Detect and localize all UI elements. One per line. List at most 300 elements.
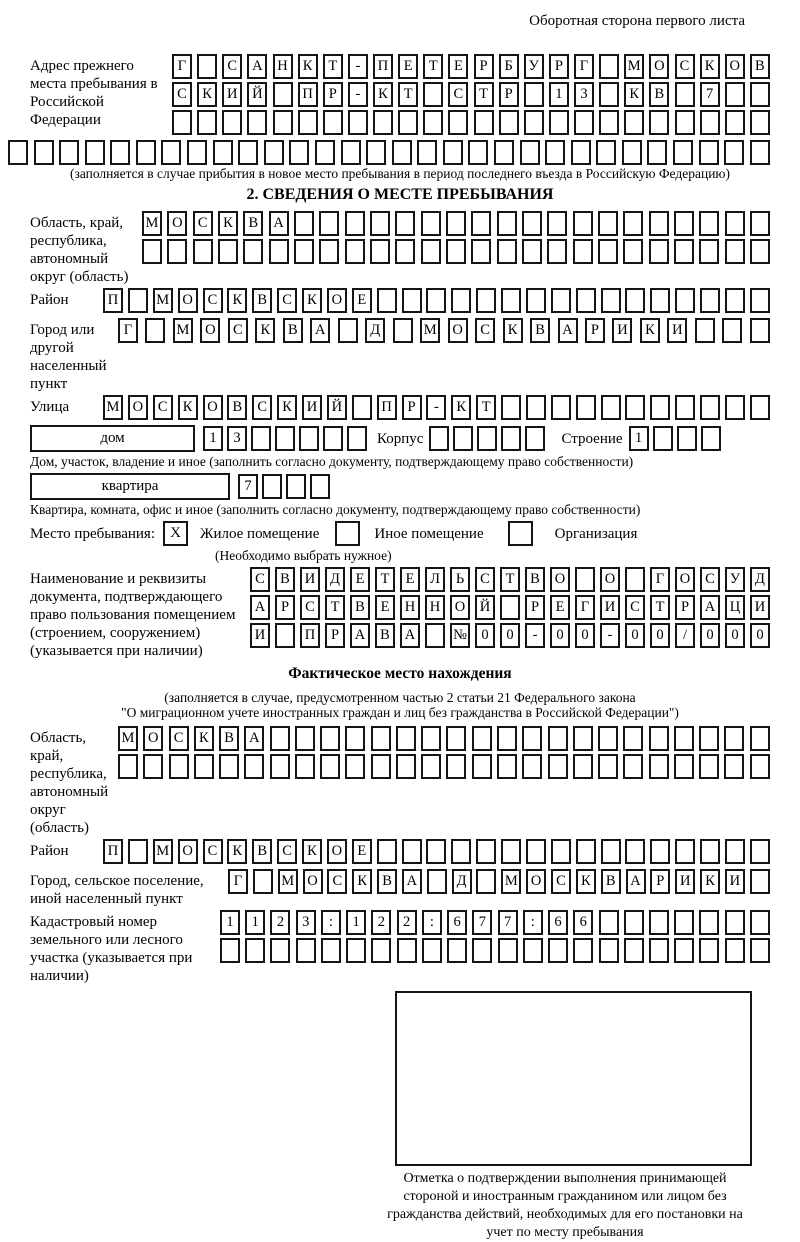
char-box[interactable] [725, 395, 745, 420]
char-box[interactable]: П [377, 395, 397, 420]
char-box[interactable]: - [426, 395, 446, 420]
char-box[interactable]: Т [398, 82, 418, 107]
char-box[interactable] [624, 110, 644, 135]
char-box[interactable]: К [194, 726, 214, 751]
checkbox-inoe-pomeshchenie[interactable] [335, 521, 360, 546]
char-box[interactable] [750, 910, 770, 935]
char-box[interactable] [623, 211, 643, 236]
char-box[interactable]: С [250, 567, 270, 592]
char-box[interactable] [471, 239, 491, 264]
char-box[interactable]: 2 [397, 910, 417, 935]
char-box[interactable] [451, 839, 471, 864]
char-box[interactable]: Т [474, 82, 494, 107]
char-box[interactable] [574, 110, 594, 135]
char-box[interactable] [675, 395, 695, 420]
char-box[interactable]: О [178, 288, 198, 313]
char-box[interactable]: Е [398, 54, 418, 79]
char-box[interactable]: Т [323, 54, 343, 79]
char-box[interactable]: К [255, 318, 275, 343]
char-box[interactable] [298, 110, 318, 135]
char-box[interactable] [220, 938, 240, 963]
char-box[interactable]: Г [650, 567, 670, 592]
char-box[interactable]: П [103, 288, 123, 313]
char-box[interactable]: Г [575, 595, 595, 620]
char-box[interactable] [315, 140, 335, 165]
char-box[interactable]: А [558, 318, 578, 343]
char-box[interactable] [649, 754, 669, 779]
char-box[interactable] [551, 288, 571, 313]
char-box[interactable] [551, 395, 571, 420]
char-box[interactable] [598, 211, 618, 236]
char-box[interactable]: 0 [650, 623, 670, 648]
char-box[interactable] [650, 395, 670, 420]
char-box[interactable] [522, 754, 542, 779]
char-box[interactable]: 1 [346, 910, 366, 935]
char-box[interactable] [294, 239, 314, 264]
char-box[interactable] [725, 910, 745, 935]
char-box[interactable] [725, 211, 745, 236]
char-box[interactable]: М [103, 395, 123, 420]
char-box[interactable]: С [327, 869, 347, 894]
char-box[interactable] [448, 110, 468, 135]
char-box[interactable] [522, 726, 542, 751]
char-box[interactable]: Р [474, 54, 494, 79]
char-box[interactable] [299, 426, 319, 451]
char-box[interactable] [598, 239, 618, 264]
char-box[interactable] [295, 754, 315, 779]
char-box[interactable]: И [675, 869, 695, 894]
char-box[interactable]: Р [323, 82, 343, 107]
char-box[interactable] [370, 239, 390, 264]
char-box[interactable]: О [550, 567, 570, 592]
char-box[interactable] [345, 726, 365, 751]
char-box[interactable]: В [525, 567, 545, 592]
char-box[interactable] [520, 140, 540, 165]
char-box[interactable] [599, 910, 619, 935]
char-box[interactable]: : [321, 910, 341, 935]
char-box[interactable] [526, 839, 546, 864]
char-box[interactable] [750, 754, 770, 779]
char-box[interactable]: М [118, 726, 138, 751]
char-box[interactable]: - [525, 623, 545, 648]
char-box[interactable] [421, 726, 441, 751]
char-box[interactable]: А [402, 869, 422, 894]
char-box[interactable] [649, 938, 669, 963]
char-box[interactable] [725, 288, 745, 313]
char-box[interactable] [320, 726, 340, 751]
char-box[interactable]: К [227, 839, 247, 864]
char-box[interactable] [599, 54, 619, 79]
char-box[interactable]: Р [525, 595, 545, 620]
char-box[interactable]: 3 [227, 426, 247, 451]
char-box[interactable]: Ь [450, 567, 470, 592]
char-box[interactable] [573, 938, 593, 963]
char-box[interactable]: Р [499, 82, 519, 107]
char-box[interactable] [598, 754, 618, 779]
char-box[interactable] [471, 211, 491, 236]
char-box[interactable] [724, 726, 744, 751]
char-box[interactable]: Р [549, 54, 569, 79]
char-box[interactable] [573, 211, 593, 236]
char-box[interactable] [623, 754, 643, 779]
char-box[interactable]: 0 [700, 623, 720, 648]
char-box[interactable] [674, 754, 694, 779]
char-box[interactable] [421, 239, 441, 264]
char-box[interactable]: М [501, 869, 521, 894]
char-box[interactable]: И [300, 567, 320, 592]
char-box[interactable] [700, 395, 720, 420]
char-box[interactable] [699, 239, 719, 264]
char-box[interactable]: К [218, 211, 238, 236]
char-box[interactable]: В [275, 567, 295, 592]
char-box[interactable]: С [172, 82, 192, 107]
char-box[interactable] [423, 110, 443, 135]
char-box[interactable] [422, 938, 442, 963]
char-box[interactable] [750, 211, 770, 236]
char-box[interactable] [750, 395, 770, 420]
char-box[interactable] [366, 140, 386, 165]
char-box[interactable]: 0 [500, 623, 520, 648]
char-box[interactable]: С [277, 839, 297, 864]
char-box[interactable]: 6 [447, 910, 467, 935]
char-box[interactable] [417, 140, 437, 165]
char-box[interactable] [294, 211, 314, 236]
char-box[interactable]: А [250, 595, 270, 620]
char-box[interactable] [345, 211, 365, 236]
char-box[interactable] [623, 726, 643, 751]
char-box[interactable] [650, 839, 670, 864]
char-box[interactable]: И [250, 623, 270, 648]
char-box[interactable] [219, 754, 239, 779]
char-box[interactable]: 0 [725, 623, 745, 648]
char-box[interactable] [750, 288, 770, 313]
char-box[interactable]: С [675, 54, 695, 79]
char-box[interactable]: О [327, 288, 347, 313]
char-box[interactable] [197, 110, 217, 135]
char-box[interactable] [423, 82, 443, 107]
char-box[interactable] [396, 726, 416, 751]
char-box[interactable] [320, 754, 340, 779]
char-box[interactable]: 6 [548, 910, 568, 935]
char-box[interactable] [699, 140, 719, 165]
char-box[interactable] [625, 288, 645, 313]
char-box[interactable]: А [244, 726, 264, 751]
char-box[interactable] [270, 938, 290, 963]
char-box[interactable]: 7 [498, 910, 518, 935]
char-box[interactable]: И [612, 318, 632, 343]
char-box[interactable] [446, 726, 466, 751]
char-box[interactable]: А [310, 318, 330, 343]
char-box[interactable] [625, 567, 645, 592]
char-box[interactable] [321, 938, 341, 963]
char-box[interactable] [524, 110, 544, 135]
char-box[interactable]: У [725, 567, 745, 592]
char-box[interactable] [395, 211, 415, 236]
char-box[interactable] [275, 623, 295, 648]
char-box[interactable]: У [524, 54, 544, 79]
char-box[interactable] [244, 754, 264, 779]
char-box[interactable] [601, 395, 621, 420]
char-box[interactable]: № [450, 623, 470, 648]
char-box[interactable]: В [252, 288, 272, 313]
char-box[interactable] [169, 754, 189, 779]
char-box[interactable] [34, 140, 54, 165]
char-box[interactable] [402, 839, 422, 864]
char-box[interactable]: И [725, 869, 745, 894]
char-box[interactable] [187, 140, 207, 165]
char-box[interactable]: - [348, 82, 368, 107]
char-box[interactable] [345, 754, 365, 779]
char-box[interactable] [601, 839, 621, 864]
char-box[interactable]: К [624, 82, 644, 107]
char-box[interactable]: 2 [371, 910, 391, 935]
char-box[interactable] [548, 938, 568, 963]
char-box[interactable] [338, 318, 358, 343]
char-box[interactable]: К [352, 869, 372, 894]
char-box[interactable] [497, 239, 517, 264]
char-box[interactable]: А [400, 623, 420, 648]
char-box[interactable] [110, 140, 130, 165]
char-box[interactable] [526, 395, 546, 420]
char-box[interactable] [396, 754, 416, 779]
char-box[interactable]: С [277, 288, 297, 313]
char-box[interactable] [725, 938, 745, 963]
char-box[interactable]: К [451, 395, 471, 420]
char-box[interactable] [392, 140, 412, 165]
char-box[interactable]: : [523, 910, 543, 935]
char-box[interactable] [649, 211, 669, 236]
char-box[interactable] [167, 239, 187, 264]
char-box[interactable] [501, 395, 521, 420]
char-box[interactable] [497, 211, 517, 236]
char-box[interactable]: В [649, 82, 669, 107]
char-box[interactable] [118, 754, 138, 779]
char-box[interactable] [548, 726, 568, 751]
char-box[interactable]: В [350, 595, 370, 620]
char-box[interactable] [395, 239, 415, 264]
char-box[interactable]: О [203, 395, 223, 420]
char-box[interactable]: Н [400, 595, 420, 620]
char-box[interactable] [247, 110, 267, 135]
char-box[interactable]: 3 [296, 910, 316, 935]
char-box[interactable] [674, 211, 694, 236]
char-box[interactable]: О [143, 726, 163, 751]
char-box[interactable]: Д [365, 318, 385, 343]
char-box[interactable]: О [167, 211, 187, 236]
char-box[interactable] [194, 754, 214, 779]
char-box[interactable] [398, 110, 418, 135]
char-box[interactable]: 1 [203, 426, 223, 451]
char-box[interactable]: 7 [472, 910, 492, 935]
char-box[interactable] [501, 426, 521, 451]
char-box[interactable] [675, 82, 695, 107]
char-box[interactable] [218, 239, 238, 264]
char-box[interactable] [699, 938, 719, 963]
char-box[interactable] [476, 869, 496, 894]
char-box[interactable] [474, 110, 494, 135]
char-box[interactable]: Й [475, 595, 495, 620]
char-box[interactable] [472, 754, 492, 779]
char-box[interactable] [750, 82, 770, 107]
char-box[interactable] [472, 938, 492, 963]
char-box[interactable]: К [700, 869, 720, 894]
char-box[interactable] [243, 239, 263, 264]
char-box[interactable] [352, 395, 372, 420]
char-box[interactable]: К [640, 318, 660, 343]
char-box[interactable]: И [750, 595, 770, 620]
char-box[interactable] [345, 239, 365, 264]
char-box[interactable] [522, 211, 542, 236]
char-box[interactable]: Н [273, 54, 293, 79]
char-box[interactable] [576, 395, 596, 420]
char-box[interactable] [545, 140, 565, 165]
char-box[interactable]: Р [402, 395, 422, 420]
char-box[interactable]: С [203, 839, 223, 864]
char-box[interactable] [193, 239, 213, 264]
char-box[interactable]: В [375, 623, 395, 648]
char-box[interactable] [624, 910, 644, 935]
char-box[interactable] [251, 426, 271, 451]
char-box[interactable]: К [576, 869, 596, 894]
char-box[interactable]: С [300, 595, 320, 620]
char-box[interactable]: Л [425, 567, 445, 592]
char-box[interactable] [700, 839, 720, 864]
char-box[interactable]: Д [325, 567, 345, 592]
char-box[interactable] [371, 754, 391, 779]
char-box[interactable] [213, 140, 233, 165]
char-box[interactable] [500, 595, 520, 620]
char-box[interactable] [128, 839, 148, 864]
char-box[interactable] [599, 110, 619, 135]
char-box[interactable]: В [243, 211, 263, 236]
char-box[interactable] [497, 754, 517, 779]
char-box[interactable] [677, 426, 697, 451]
char-box[interactable] [161, 140, 181, 165]
char-box[interactable] [468, 140, 488, 165]
char-box[interactable]: О [725, 54, 745, 79]
char-box[interactable]: С [169, 726, 189, 751]
char-box[interactable]: С [203, 288, 223, 313]
char-box[interactable]: Г [228, 869, 248, 894]
char-box[interactable] [675, 110, 695, 135]
char-box[interactable] [136, 140, 156, 165]
char-box[interactable] [426, 288, 446, 313]
char-box[interactable]: Т [423, 54, 443, 79]
char-box[interactable]: Г [574, 54, 594, 79]
char-box[interactable]: А [626, 869, 646, 894]
checkbox-organizatsiya[interactable] [508, 521, 533, 546]
char-box[interactable] [497, 726, 517, 751]
char-box[interactable]: Р [325, 623, 345, 648]
char-box[interactable]: В [252, 839, 272, 864]
char-box[interactable]: О [303, 869, 323, 894]
char-box[interactable] [576, 288, 596, 313]
char-box[interactable] [547, 239, 567, 264]
char-box[interactable]: Т [500, 567, 520, 592]
char-box[interactable] [472, 726, 492, 751]
char-box[interactable]: М [420, 318, 440, 343]
char-box[interactable]: 0 [750, 623, 770, 648]
char-box[interactable]: 7 [238, 474, 258, 499]
char-box[interactable] [700, 110, 720, 135]
char-box[interactable] [370, 211, 390, 236]
char-box[interactable] [197, 54, 217, 79]
char-box[interactable] [172, 110, 192, 135]
char-box[interactable]: К [700, 54, 720, 79]
char-box[interactable] [523, 938, 543, 963]
char-box[interactable]: И [667, 318, 687, 343]
char-box[interactable]: Ц [725, 595, 745, 620]
char-box[interactable]: 3 [574, 82, 594, 107]
char-box[interactable]: 0 [475, 623, 495, 648]
char-box[interactable] [501, 839, 521, 864]
char-box[interactable]: Р [650, 869, 670, 894]
char-box[interactable] [575, 567, 595, 592]
char-box[interactable] [625, 395, 645, 420]
char-box[interactable] [599, 82, 619, 107]
char-box[interactable]: В [530, 318, 550, 343]
char-box[interactable]: С [222, 54, 242, 79]
char-box[interactable] [699, 211, 719, 236]
char-box[interactable] [674, 726, 694, 751]
char-box[interactable]: К [227, 288, 247, 313]
char-box[interactable] [699, 726, 719, 751]
char-box[interactable]: Т [650, 595, 670, 620]
char-box[interactable]: Е [352, 288, 372, 313]
char-box[interactable]: М [153, 839, 173, 864]
char-box[interactable] [253, 869, 273, 894]
char-box[interactable] [346, 938, 366, 963]
char-box[interactable]: С [252, 395, 272, 420]
char-box[interactable] [573, 726, 593, 751]
char-box[interactable] [128, 288, 148, 313]
char-box[interactable] [674, 239, 694, 264]
char-box[interactable] [270, 726, 290, 751]
char-box[interactable]: К [178, 395, 198, 420]
char-box[interactable] [674, 910, 694, 935]
char-box[interactable] [429, 426, 449, 451]
char-box[interactable] [750, 726, 770, 751]
char-box[interactable] [377, 288, 397, 313]
char-box[interactable]: И [600, 595, 620, 620]
char-box[interactable] [623, 239, 643, 264]
char-box[interactable]: М [173, 318, 193, 343]
char-box[interactable] [476, 288, 496, 313]
char-box[interactable] [750, 318, 770, 343]
char-box[interactable] [142, 239, 162, 264]
char-box[interactable] [599, 938, 619, 963]
char-box[interactable]: 0 [575, 623, 595, 648]
char-box[interactable] [724, 140, 744, 165]
char-box[interactable] [264, 140, 284, 165]
char-box[interactable] [451, 288, 471, 313]
char-box[interactable] [695, 318, 715, 343]
char-box[interactable] [649, 910, 669, 935]
char-box[interactable]: Й [327, 395, 347, 420]
char-box[interactable] [393, 318, 413, 343]
char-box[interactable] [245, 938, 265, 963]
char-box[interactable]: Н [425, 595, 445, 620]
char-box[interactable]: С [193, 211, 213, 236]
char-box[interactable] [622, 140, 642, 165]
char-box[interactable] [750, 869, 770, 894]
char-box[interactable] [525, 426, 545, 451]
char-box[interactable] [725, 839, 745, 864]
char-box[interactable]: М [153, 288, 173, 313]
char-box[interactable]: Й [247, 82, 267, 107]
char-box[interactable] [145, 318, 165, 343]
char-box[interactable] [675, 839, 695, 864]
